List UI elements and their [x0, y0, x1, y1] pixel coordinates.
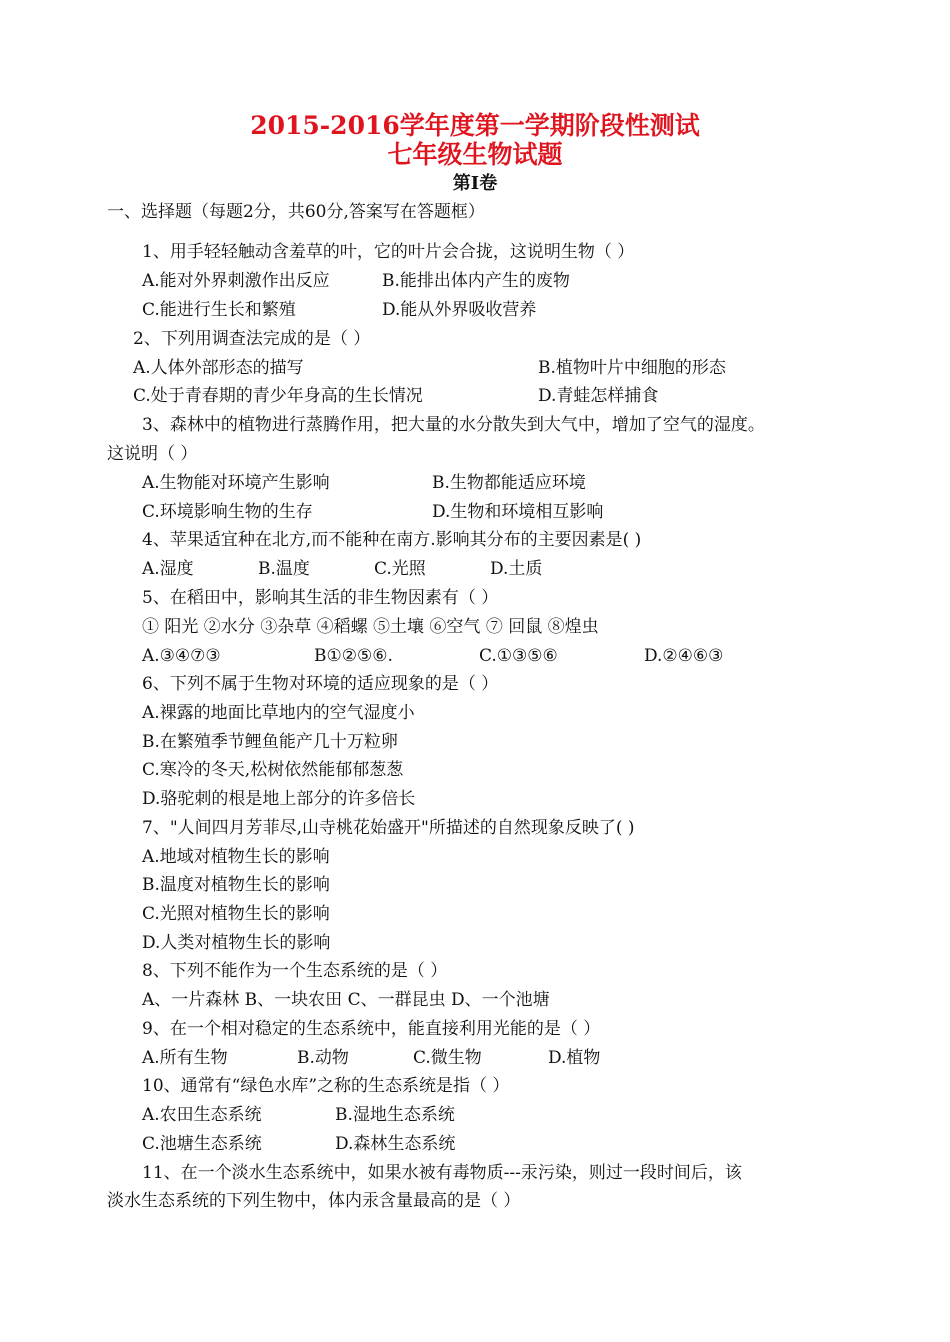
option-c: C.环境影响生物的生存 — [142, 502, 313, 522]
question-10-stem: 10、通常有“绿色水库”之称的生态系统是指（ ） — [142, 1076, 510, 1096]
option-d: D.森林生态系统 — [335, 1134, 456, 1154]
option-d: D.土质 — [490, 559, 543, 579]
option-b: B.植物叶片中细胞的形态 — [538, 358, 726, 378]
question-1-stem: 1、用手轻轻触动含羞草的叶，它的叶片会合拢，这说明生物（ ） — [142, 242, 635, 262]
question-8-stem: 8、下列不能作为一个生态系统的是（ ） — [142, 961, 448, 981]
option-d: D.生物和环境相互影响 — [432, 502, 604, 522]
exam-title: 2015-2016学年度第一学期阶段性测试 — [250, 111, 700, 140]
question-5-options — [142, 644, 942, 668]
question-3-stem-cont: 这说明（ ） — [107, 444, 198, 464]
question-11-stem: 11、在一个淡水生态系统中，如果水被有毒物质---汞污染，则过一段时间后，该 — [142, 1163, 742, 1183]
option-c: C.光照 — [374, 559, 426, 579]
question-7-stem: 7、"人间四月芳菲尽,山寺桃花始盛开"所描述的自然现象反映了( ) — [142, 818, 635, 838]
option-b: B.在繁殖季节鲤鱼能产几十万粒卵 — [142, 732, 398, 752]
question-3-stem: 3、森林中的植物进行蒸腾作用，把大量的水分散失到大气中，增加了空气的湿度。 — [142, 415, 765, 435]
question-8-options: A、一片森林 B、一块农田 C、一群昆虫 D、一个池塘 — [142, 990, 550, 1010]
option-a: A.生物能对环境产生影响 — [142, 473, 330, 493]
volume-heading: 第Ⅰ卷 — [452, 173, 498, 194]
question-9-options — [142, 1046, 942, 1070]
option-d: D.能从外界吸收营养 — [382, 300, 537, 320]
question-6-stem: 6、下列不属于生物对环境的适应现象的是（ ） — [142, 674, 499, 694]
option-d: D.人类对植物生长的影响 — [142, 933, 331, 953]
option-a: A.湿度 — [142, 559, 194, 579]
question-10-options-row1 — [142, 1103, 942, 1127]
option-a: A.地域对植物生长的影响 — [142, 847, 330, 867]
option-c: C.①③⑤⑥ — [479, 646, 558, 666]
option-b: B.湿地生态系统 — [335, 1105, 455, 1125]
option-a: A.③④⑦③ — [142, 646, 221, 666]
question-5-items: ① 阳光 ②水分 ③杂草 ④稻螺 ⑤土壤 ⑥空气 ⑦ 回鼠 ⑧煌虫 — [142, 617, 599, 637]
option-a: A.能对外界刺激作出反应 — [142, 271, 330, 291]
option-d: D.骆驼刺的根是地上部分的许多倍长 — [142, 789, 416, 809]
option-c: C.池塘生态系统 — [142, 1134, 262, 1154]
option-b: B.温度 — [258, 559, 310, 579]
question-3-options-row2 — [142, 500, 942, 524]
section-heading: 一、选择题（每题2分，共60分,答案写在答题框） — [107, 202, 485, 222]
option-c: C.寒冷的冬天,松树依然能郁郁葱葱 — [142, 760, 404, 780]
question-1-options-row1 — [142, 269, 942, 293]
question-3-options-row1 — [142, 471, 942, 495]
option-a: A.农田生态系统 — [142, 1105, 262, 1125]
option-c: C.处于青春期的青少年身高的生长情况 — [133, 386, 423, 406]
option-a: A.裸露的地面比草地内的空气湿度小 — [142, 703, 415, 723]
option-d: D.青蛙怎样捕食 — [538, 386, 659, 406]
question-9-stem: 9、在一个相对稳定的生态系统中，能直接利用光能的是（ ） — [142, 1019, 601, 1039]
exam-subtitle: 七年级生物试题 — [387, 140, 563, 169]
option-a: A.人体外部形态的描写 — [133, 358, 304, 378]
option-a: A.所有生物 — [142, 1048, 228, 1068]
question-4-options — [142, 557, 942, 581]
option-b: B.生物都能适应环境 — [432, 473, 586, 493]
option-b: B.温度对植物生长的影响 — [142, 875, 330, 895]
question-5-stem: 5、在稻田中，影响其生活的非生物因素有（ ） — [142, 588, 499, 608]
option-c: C.微生物 — [413, 1048, 482, 1068]
option-c: C.能进行生长和繁殖 — [142, 300, 296, 320]
option-d: D.②④⑥③ — [644, 646, 724, 666]
question-4-stem: 4、苹果适宜种在北方,而不能种在南方.影响其分布的主要因素是( ) — [142, 530, 642, 550]
option-b: B①②⑤⑥. — [314, 646, 393, 666]
question-2-stem: 2、下列用调查法完成的是（ ） — [133, 329, 371, 349]
question-2-options-row2 — [133, 384, 933, 408]
question-1-options-row2 — [142, 298, 942, 322]
option-b: B.能排出体内产生的废物 — [382, 271, 570, 291]
option-d: D.植物 — [548, 1048, 601, 1068]
option-b: B.动物 — [297, 1048, 349, 1068]
option-c: C.光照对植物生长的影响 — [142, 904, 330, 924]
question-10-options-row2 — [142, 1132, 942, 1156]
question-11-stem-cont: 淡水生态系统的下列生物中，体内汞含量最高的是（ ） — [107, 1191, 521, 1211]
question-2-options-row1 — [133, 356, 933, 380]
